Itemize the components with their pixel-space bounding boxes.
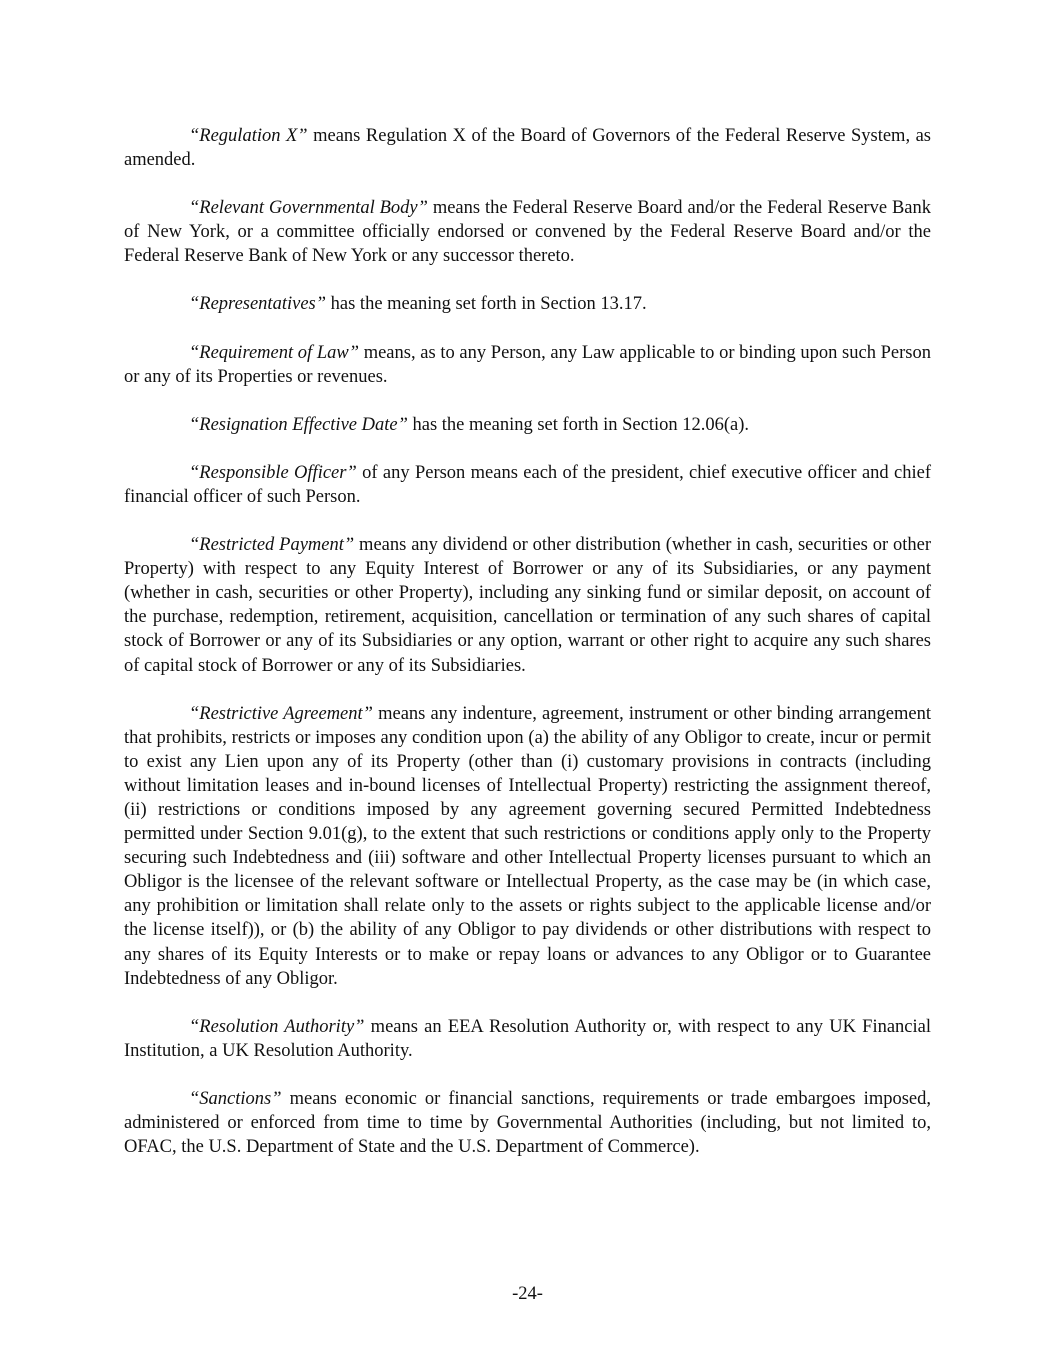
definition-text: of any Person means each of the president, chief executive officer and chief financial officer of such Person. bbox=[124, 462, 931, 507]
definition-resolution-authority bbox=[124, 1015, 931, 1063]
definition-relevant-governmental-body bbox=[124, 196, 931, 268]
definition-responsible-officer bbox=[124, 461, 931, 509]
definition-restricted-payment bbox=[124, 533, 931, 678]
defined-term: “Requirement of Law” bbox=[189, 342, 360, 363]
defined-term: “Sanctions” bbox=[189, 1088, 282, 1109]
definition-sanctions bbox=[124, 1087, 931, 1159]
defined-term: “Regulation X” bbox=[189, 126, 308, 146]
definition-resignation-effective-date bbox=[124, 413, 931, 437]
page-number: -24- bbox=[512, 1284, 543, 1304]
defined-term: “Resignation Effective Date” bbox=[189, 414, 408, 435]
definition-representatives bbox=[124, 292, 931, 316]
definition-text: means Regulation X of the Board of Governors of the Federal Reserve System, as amended. bbox=[124, 126, 931, 171]
definition-text: means an EEA Resolution Authority or, with respect to any UK Financial Institution, a UK Resolution Authority. bbox=[124, 1016, 931, 1061]
definition-restrictive-agreement bbox=[124, 702, 931, 991]
defined-term: “Representatives” bbox=[189, 294, 327, 315]
definition-text: means the Federal Reserve Board and/or the Federal Reserve Bank of New York, or a committee officially endorsed or convened by the Federal Reserve Board and/or the Federal Reserve Bank of New York or any successor thereto. bbox=[124, 198, 931, 267]
defined-term: “Restrictive Agreement” bbox=[189, 703, 373, 724]
defined-term: “Responsible Officer” bbox=[189, 462, 357, 483]
definition-text: means economic or financial sanctions, requirements or trade embargoes imposed, administered or enforced from time to time by Governmental Authorities (including, but not limited to, OFAC, the U.S. Department of State and the U.S. Department of Commerce). bbox=[124, 1088, 931, 1158]
defined-term: “Restricted Payment” bbox=[189, 535, 355, 556]
definition-text: means, as to any Person, any Law applicable to or binding upon such Person or any of its Properties or revenues. bbox=[124, 342, 931, 387]
definition-regulation-x bbox=[124, 124, 931, 172]
definition-text: means any dividend or other distribution (whether in cash, securities or other Property) with respect to any Equity Interest of Borrower or any of its Subsidiaries, or any payment (whether in cash, securities or other Property), including any sinking fund or similar deposit, on account of the purchase, redemption, retirement, acquisition, cancellation or termination of any such shares of capital stock of Borrower or any of its Subsidiaries or any option, warrant or other right to acquire any such shares of capital stock of Borrower or any of its Subsidiaries. bbox=[124, 535, 931, 676]
defined-term: “Resolution Authority” bbox=[189, 1016, 365, 1037]
defined-term: “Relevant Governmental Body” bbox=[189, 198, 428, 219]
definition-text: has the meaning set forth in Section 12.06(a). bbox=[407, 414, 750, 435]
document-page bbox=[124, 124, 931, 1183]
definition-text: has the meaning set forth in Section 13.17. bbox=[326, 294, 647, 315]
definition-requirement-of-law bbox=[124, 341, 931, 389]
definition-text: means any indenture, agreement, instrument or other binding arrangement that prohibits, restricts or imposes any condition upon (a) the ability of any Obligor to create, incur or permit to exist any Lien upon any of its Property (other than (i) customary provisions in contracts (including without limitation leases and in-bound licenses of Intellectual Property) restricting the assignment thereof, (ii) restrictions or conditions imposed by any agreement governing secured Permitted Indebtedness permitted under Section 9.01(g), to the extent that such restrictions or conditions apply only to the Property securing such Indebtedness and (iii) software and other Intellectual Property licenses pursuant to which an Obligor is the licensee of the relevant software or Intellectual Property, as the case may be (in which case, any prohibition or limitation shall relate only to the assets or rights subject to the applicable license and/or the license itself)), or (b) the ability of any Obligor to pay dividends or other distributions with respect to any shares of its Equity Interests or to make or repay loans or advances to any Obligor or to Guarantee Indebtedness of any Obligor. bbox=[124, 703, 931, 989]
